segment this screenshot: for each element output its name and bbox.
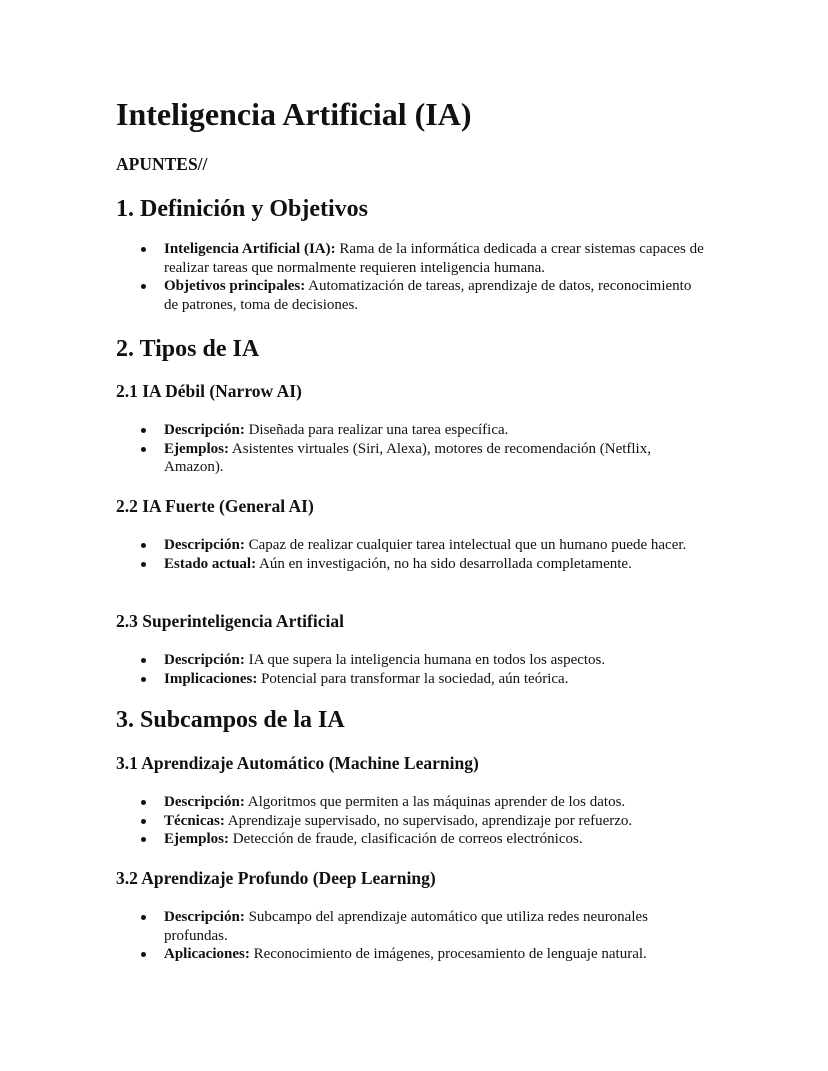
item-term: Técnicas: <box>164 812 225 829</box>
item-text: Automatización de tareas, aprendizaje de datos, reconocimiento de patrones, toma de decisiones. <box>164 278 692 313</box>
item-term: Aplicaciones: <box>164 946 250 962</box>
subsection-2-3-list <box>116 651 716 688</box>
item-term: Descripción: <box>164 537 245 553</box>
section-heading-3: 3. Subcampos de la IA <box>116 707 345 733</box>
section-1-list <box>116 240 716 314</box>
item-term: Ejemplos: <box>164 831 229 847</box>
list-item <box>116 670 704 689</box>
document-subtitle: APUNTES// <box>116 154 208 174</box>
item-text: Detección de fraude, clasificación de correos electrónicos. <box>229 831 583 847</box>
subsection-3-1-list <box>116 793 716 849</box>
item-text: Diseñada para realizar una tarea específica. <box>244 422 509 438</box>
subsection-heading-2-2: 2.2 IA Fuerte (General AI) <box>116 496 314 516</box>
item-term: Implicaciones: <box>164 670 258 687</box>
list-item <box>116 812 704 831</box>
item-term: Estado actual: <box>164 555 257 572</box>
list-item <box>116 277 704 314</box>
item-term: Ejemplos: <box>164 440 229 457</box>
section-heading-2: 2. Tipos de IA <box>116 336 260 362</box>
list-item <box>116 240 704 277</box>
list-item <box>116 908 704 945</box>
subsection-heading-3-1: 3.1 Aprendizaje Automático (Machine Learning) <box>116 753 479 773</box>
list-item <box>116 945 704 964</box>
item-text: Asistentes virtuales (Siri, Alexa), motores de recomendación (Netflix, Amazon). <box>164 440 651 475</box>
list-item <box>116 793 704 812</box>
item-term: Descripción: <box>164 422 245 438</box>
item-text: Capaz de realizar cualquier tarea intelectual que un humano puede hacer. <box>244 537 687 553</box>
subsection-3-2-list <box>116 908 716 964</box>
item-text: Subcampo del aprendizaje automático que utiliza redes neuronales profundas. <box>164 909 649 944</box>
document-title: Inteligencia Artificial (IA) <box>116 96 472 132</box>
item-term: Objetivos principales: <box>164 278 306 294</box>
item-term: Inteligencia Artificial (IA): <box>164 241 336 257</box>
subsection-heading-2-1: 2.1 IA Débil (Narrow AI) <box>116 381 302 401</box>
item-text: Algoritmos que permiten a las máquinas aprender de los datos. <box>244 794 626 810</box>
item-text: Reconocimiento de imágenes, procesamiento de lenguaje natural. <box>249 946 647 962</box>
item-text: Aprendizaje supervisado, no supervisado, aprendizaje por refuerzo. <box>224 812 633 829</box>
list-item <box>116 440 704 477</box>
item-text: Aún en investigación, no ha sido desarrollada completamente. <box>256 555 632 572</box>
subsection-heading-2-3: 2.3 Superinteligencia Artificial <box>116 611 344 631</box>
item-term: Descripción: <box>164 652 245 668</box>
list-item <box>116 651 704 670</box>
item-term: Descripción: <box>164 794 245 810</box>
list-item <box>116 421 704 440</box>
section-heading-1: 1. Definición y Objetivos <box>116 196 368 222</box>
item-text: Potencial para transformar la sociedad, aún teórica. <box>257 670 569 687</box>
item-term: Descripción: <box>164 909 245 925</box>
subsection-2-1-list <box>116 421 716 477</box>
list-item <box>116 830 704 849</box>
list-item <box>116 555 704 574</box>
list-item <box>116 536 704 555</box>
item-text: IA que supera la inteligencia humana en todos los aspectos. <box>244 652 606 668</box>
subsection-heading-3-2: 3.2 Aprendizaje Profundo (Deep Learning) <box>116 868 436 888</box>
item-text: Rama de la informática dedicada a crear sistemas capaces de realizar tareas que normalmente requieren inteligencia humana. <box>164 241 704 276</box>
subsection-2-2-list <box>116 536 716 573</box>
